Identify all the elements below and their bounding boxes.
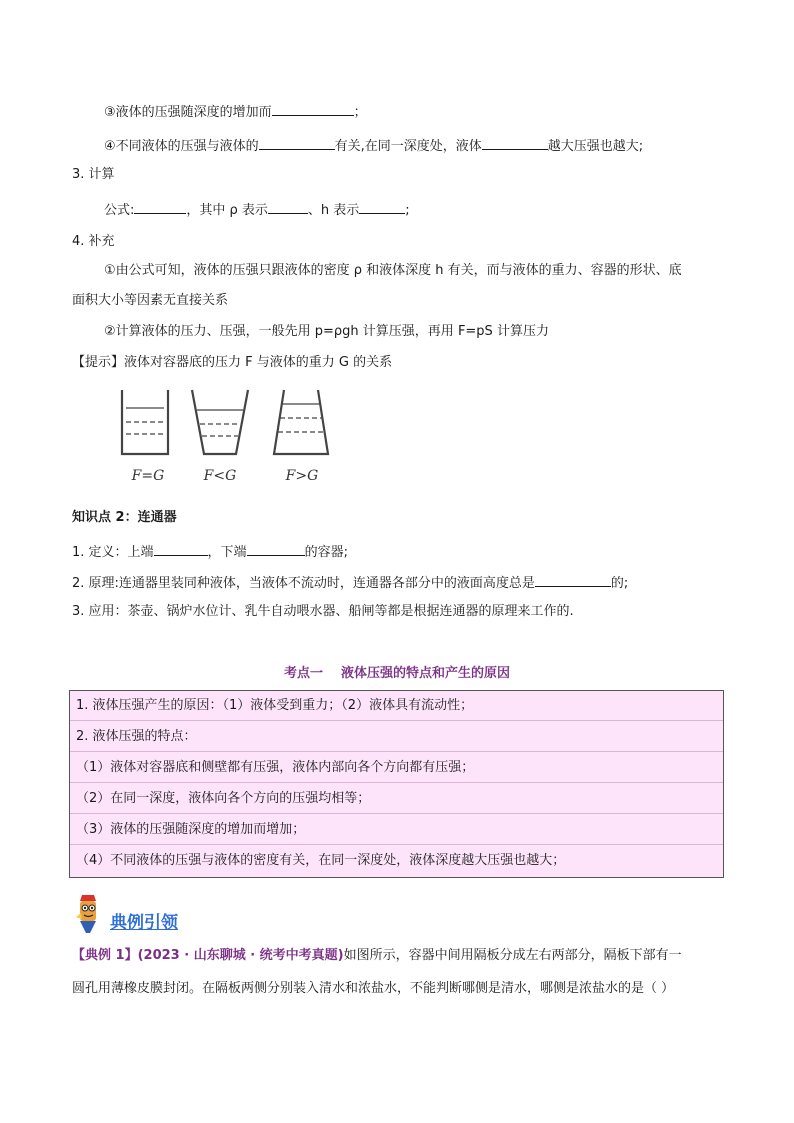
kp2-application: 3. 应用：茶壶、锅炉水位计、乳牛自动喂水器、船闸等都是根据连通器的原理来工作的. <box>72 604 574 619</box>
blank-formula[interactable] <box>134 199 186 214</box>
property-4-text-b: 有关,在同一深度处，液体 <box>334 139 482 154</box>
blank-level[interactable] <box>535 572 611 587</box>
formula-line <box>104 199 410 220</box>
kaodian-row: （3）液体的压强随深度的增加而增加； <box>70 815 723 845</box>
punct: ； <box>353 105 367 120</box>
example-heading <box>72 893 272 937</box>
blank-lower[interactable] <box>247 541 305 556</box>
formula-label: 公式: <box>104 203 135 218</box>
kp2-def-text-b: ，下端 <box>207 545 247 560</box>
blank-h[interactable] <box>359 199 405 214</box>
property-3 <box>104 101 367 122</box>
kp2-def-text-c: 的容器; <box>304 545 348 560</box>
blank-1[interactable] <box>272 101 354 116</box>
blank-2[interactable] <box>259 135 335 150</box>
example-text-a: 如图所示，容器中间用隔板分成左右两部分，隔板下部有一 <box>343 948 682 963</box>
property-3-text: ③液体的压强随深度的增加而 <box>104 105 272 120</box>
section-4-heading: 4. 补充 <box>72 234 115 249</box>
section-3-heading: 3. 计算 <box>72 167 115 182</box>
punct: ; <box>405 203 410 218</box>
supplement-2: ②计算液体的压力、压强，一般先用 p=ρgh 计算压强，再用 F=pS 计算压力 <box>104 324 549 339</box>
kp2-title: 知识点 2：连通器 <box>72 510 177 525</box>
supplement-1: ①由公式可知，液体的压强只跟液体的密度 ρ 和液体深度 h 有关，而与液体的重力、容器的形状、底 <box>104 263 682 278</box>
blank-rho[interactable] <box>268 199 308 214</box>
kp2-definition <box>72 541 348 562</box>
kaodian-row: （2）在同一深度，液体向各个方向的压强均相等； <box>70 784 723 814</box>
cartoon-pencil-icon <box>72 893 108 935</box>
example-heading-title: 典例引领 <box>110 913 178 933</box>
kaodian-box <box>69 690 724 878</box>
example-1-line-2: 圆孔用薄橡皮膜封闭。在隔板两侧分别装入清水和浓盐水，不能判断哪侧是清水，哪侧是浓盐水的是（ ） <box>72 981 675 996</box>
property-4 <box>104 135 643 156</box>
kaodian-row: 2. 液体压强的特点： <box>70 722 723 752</box>
example-source: (2023 · 山东聊城 · 统考中考真题) <box>137 948 344 963</box>
hint-line: 【提示】液体对容器底的压力 F 与液体的重力 G 的关系 <box>72 355 393 370</box>
kp2-principle <box>72 572 628 593</box>
example-1-line-1 <box>72 947 682 965</box>
formula-rho: ，其中 ρ 表示 <box>186 203 268 218</box>
kaodian-row: （1）液体对容器底和侧壁都有压强，液体内部向各个方向都有压强； <box>70 753 723 783</box>
punct: 的; <box>610 576 629 591</box>
kaodian-row: 1. 液体压强产生的原因：（1）液体受到重力；（2）液体具有流动性； <box>70 691 723 721</box>
example-label: 【典例 1】 <box>72 948 138 963</box>
kp2-def-text-a: 1. 定义：上端 <box>72 545 154 560</box>
formula-h: 、h 表示 <box>307 203 360 218</box>
containers-figure <box>112 388 342 488</box>
blank-upper[interactable] <box>154 541 208 556</box>
kp2-principle-text: 2. 原理:连通器里装同种液体，当液体不流动时，连通器各部分中的液面高度总是 <box>72 576 535 591</box>
figure-label: F>G <box>285 468 319 484</box>
figure-label: F=G <box>131 468 165 484</box>
figure-label: F<G <box>203 468 237 484</box>
container-straight <box>118 388 178 488</box>
container-wide-top <box>190 388 250 488</box>
property-4-text-c: 越大压强也越大; <box>547 139 644 154</box>
container-narrow-top <box>272 388 332 488</box>
property-4-text-a: ④不同液体的压强与液体的 <box>104 139 259 154</box>
supplement-1-cont: 面积大小等因素无直接关系 <box>72 293 229 308</box>
kaodian-title: 考点一 液体压强的特点和产生的原因 <box>283 666 511 681</box>
kaodian-row: （4）不同液体的压强与液体的密度有关，在同一深度处，液体深度越大压强也越大； <box>76 853 566 868</box>
blank-3[interactable] <box>482 135 548 150</box>
